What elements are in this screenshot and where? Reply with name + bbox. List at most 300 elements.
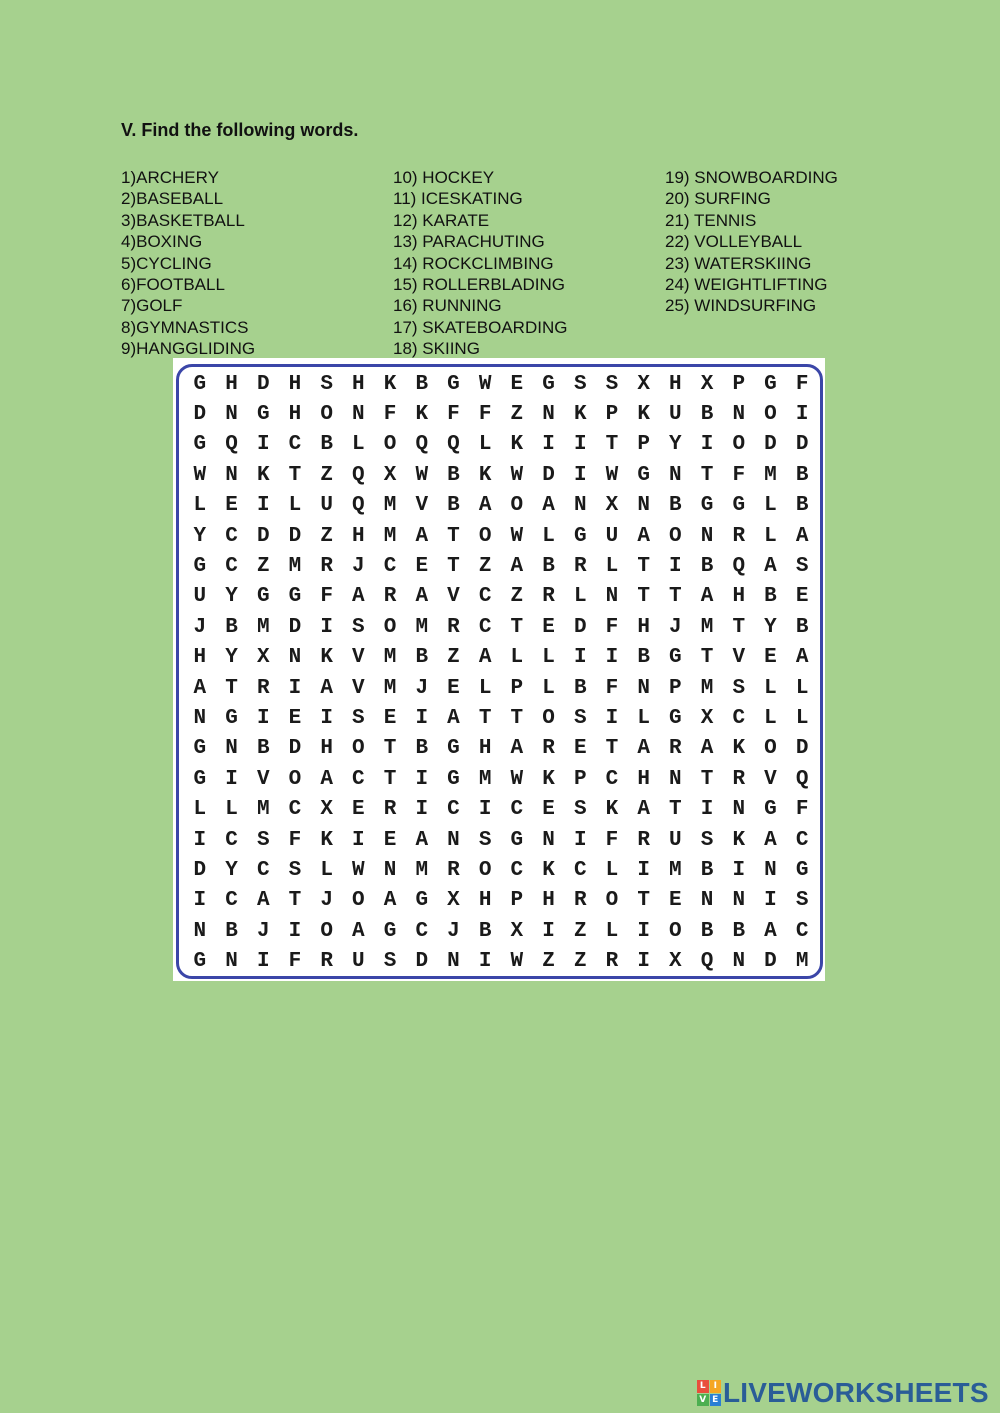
grid-letter[interactable]: G [193,767,207,791]
grid-letter[interactable]: I [542,433,555,457]
grid-letter[interactable]: T [605,737,619,761]
grid-letter[interactable]: O [478,859,492,883]
grid-letter[interactable]: B [764,585,777,609]
grid-letter[interactable]: N [193,707,207,731]
grid-letter[interactable]: G [193,737,207,761]
grid-letter[interactable]: O [669,524,682,548]
grid-letter[interactable]: S [700,828,714,852]
grid-letter[interactable]: Q [700,950,714,974]
grid-letter[interactable]: I [542,919,555,943]
grid-letter[interactable]: G [573,524,587,548]
grid-letter[interactable]: Z [478,555,492,579]
grid-letter[interactable]: R [542,585,555,609]
grid-letter[interactable]: D [795,737,809,761]
grid-letter[interactable]: D [542,463,555,487]
grid-letter[interactable]: A [193,676,207,700]
grid-letter[interactable]: Z [320,524,333,548]
grid-letter[interactable]: L [605,919,619,943]
grid-letter[interactable]: A [256,889,270,913]
grid-letter[interactable]: K [605,798,619,822]
grid-letter[interactable]: T [510,707,524,731]
grid-letter[interactable]: G [193,950,207,974]
grid-letter[interactable]: I [573,828,587,852]
grid-letter[interactable]: R [637,828,650,852]
grid-letter[interactable]: I [669,555,682,579]
grid-letter[interactable]: N [225,737,238,761]
grid-letter[interactable]: G [447,767,460,791]
grid-letter[interactable]: O [605,889,619,913]
grid-letter[interactable]: A [383,889,397,913]
grid-letter[interactable]: B [225,615,238,639]
grid-letter[interactable]: S [732,676,746,700]
grid-letter[interactable]: D [764,433,777,457]
grid-letter[interactable]: A [478,494,492,518]
grid-letter[interactable]: L [542,646,555,670]
grid-letter[interactable]: Q [795,767,809,791]
grid-letter[interactable]: H [669,372,682,396]
grid-letter[interactable]: G [669,646,682,670]
grid-letter[interactable]: S [605,372,619,396]
grid-letter[interactable]: Z [573,950,587,974]
grid-letter[interactable]: L [764,707,777,731]
grid-letter[interactable]: D [795,433,809,457]
grid-letter[interactable]: C [605,767,619,791]
grid-letter[interactable]: M [256,798,270,822]
grid-letter[interactable]: V [352,646,365,670]
grid-letter[interactable]: I [637,859,650,883]
grid-letter[interactable]: F [605,828,619,852]
grid-letter[interactable]: B [415,737,429,761]
grid-letter[interactable]: V [764,767,777,791]
grid-letter[interactable]: B [415,646,429,670]
grid-letter[interactable]: Y [193,524,207,548]
grid-letter[interactable]: L [510,646,524,670]
grid-letter[interactable]: B [447,463,460,487]
grid-letter[interactable]: C [510,798,524,822]
grid-letter[interactable]: B [700,555,714,579]
grid-letter[interactable]: M [795,950,809,974]
grid-letter[interactable]: W [510,767,524,791]
grid-letter[interactable]: L [288,494,302,518]
grid-letter[interactable]: G [256,585,270,609]
grid-letter[interactable]: W [605,463,619,487]
grid-letter[interactable]: C [288,433,302,457]
grid-letter[interactable]: N [225,463,238,487]
grid-letter[interactable]: A [700,737,714,761]
grid-letter[interactable]: O [764,403,777,427]
grid-letter[interactable]: G [637,463,650,487]
grid-letter[interactable]: N [764,859,777,883]
grid-letter[interactable]: X [510,919,524,943]
grid-letter[interactable]: J [415,676,429,700]
grid-letter[interactable]: F [605,615,619,639]
grid-letter[interactable]: I [573,463,587,487]
grid-letter[interactable]: G [700,494,714,518]
grid-letter[interactable]: A [637,798,650,822]
grid-letter[interactable]: R [383,798,397,822]
grid-letter[interactable]: K [383,372,397,396]
grid-letter[interactable]: W [352,859,365,883]
grid-letter[interactable]: P [605,403,619,427]
grid-letter[interactable]: K [320,828,333,852]
grid-letter[interactable]: G [193,555,207,579]
grid-letter[interactable]: N [637,676,650,700]
grid-letter[interactable]: A [795,524,809,548]
grid-letter[interactable]: D [288,737,302,761]
grid-letter[interactable]: T [637,585,650,609]
grid-letter[interactable]: G [193,433,207,457]
grid-letter[interactable]: K [732,828,746,852]
grid-letter[interactable]: R [320,950,333,974]
grid-letter[interactable]: R [732,767,746,791]
grid-letter[interactable]: N [669,463,682,487]
grid-letter[interactable]: L [573,585,587,609]
grid-letter[interactable]: H [732,585,746,609]
grid-letter[interactable]: U [320,494,333,518]
grid-letter[interactable]: S [795,889,809,913]
grid-letter[interactable]: V [447,585,460,609]
grid-letter[interactable]: L [764,524,777,548]
grid-letter[interactable]: C [478,615,492,639]
grid-letter[interactable]: P [669,676,682,700]
grid-letter[interactable]: T [288,463,302,487]
grid-letter[interactable]: G [383,919,397,943]
grid-letter[interactable]: G [795,859,809,883]
grid-letter[interactable]: O [764,737,777,761]
grid-letter[interactable]: I [256,707,270,731]
grid-letter[interactable]: D [573,615,587,639]
grid-letter[interactable]: L [193,494,207,518]
grid-letter[interactable]: R [447,615,460,639]
grid-letter[interactable]: Q [415,433,429,457]
grid-letter[interactable]: K [320,646,333,670]
grid-letter[interactable]: K [732,737,746,761]
grid-letter[interactable]: N [732,403,746,427]
grid-letter[interactable]: N [732,798,746,822]
grid-letter[interactable]: C [415,919,429,943]
grid-letter[interactable]: Z [256,555,270,579]
grid-letter[interactable]: I [637,950,650,974]
grid-letter[interactable]: U [605,524,619,548]
grid-letter[interactable]: A [510,555,524,579]
grid-letter[interactable]: B [732,919,746,943]
grid-letter[interactable]: R [573,889,587,913]
grid-letter[interactable]: B [700,919,714,943]
grid-letter[interactable]: P [573,767,587,791]
grid-letter[interactable]: A [764,919,777,943]
grid-letter[interactable]: C [383,555,397,579]
grid-letter[interactable]: B [320,433,333,457]
grid-letter[interactable]: T [447,555,460,579]
grid-letter[interactable]: Y [669,433,682,457]
grid-letter[interactable]: C [795,919,809,943]
grid-letter[interactable]: V [732,646,746,670]
grid-letter[interactable]: U [669,403,682,427]
grid-letter[interactable]: Y [764,615,777,639]
grid-letter[interactable]: X [256,646,270,670]
grid-letter[interactable]: K [573,403,587,427]
grid-letter[interactable]: T [510,615,524,639]
grid-letter[interactable]: I [700,433,714,457]
grid-letter[interactable]: B [447,494,460,518]
grid-letter[interactable]: G [764,372,777,396]
grid-letter[interactable]: Q [447,433,460,457]
grid-letter[interactable]: S [478,828,492,852]
grid-letter[interactable]: X [320,798,333,822]
grid-letter[interactable]: A [415,828,429,852]
grid-letter[interactable]: I [637,919,650,943]
grid-letter[interactable]: S [383,950,397,974]
grid-letter[interactable]: M [383,494,397,518]
grid-letter[interactable]: J [447,919,460,943]
grid-letter[interactable]: M [288,555,302,579]
grid-letter[interactable]: A [415,524,429,548]
grid-letter[interactable]: J [669,615,682,639]
grid-letter[interactable]: Z [542,950,555,974]
grid-letter[interactable]: R [383,585,397,609]
grid-letter[interactable]: U [193,585,207,609]
grid-letter[interactable]: B [256,737,270,761]
grid-letter[interactable]: A [542,494,555,518]
grid-letter[interactable]: I [605,646,619,670]
grid-letter[interactable]: O [352,737,365,761]
grid-letter[interactable]: Y [225,859,238,883]
grid-letter[interactable]: M [383,646,397,670]
grid-letter[interactable]: G [542,372,555,396]
grid-letter[interactable]: Z [510,585,524,609]
grid-letter[interactable]: G [764,798,777,822]
grid-letter[interactable]: C [256,859,270,883]
grid-letter[interactable]: I [193,889,207,913]
grid-letter[interactable]: I [764,889,777,913]
grid-letter[interactable]: E [415,555,429,579]
grid-letter[interactable]: N [288,646,302,670]
grid-letter[interactable]: I [288,676,302,700]
grid-letter[interactable]: M [415,615,429,639]
grid-letter[interactable]: D [288,615,302,639]
grid-letter[interactable]: O [510,494,524,518]
grid-letter[interactable]: F [383,403,397,427]
grid-letter[interactable]: C [447,798,460,822]
grid-letter[interactable]: I [573,646,587,670]
grid-letter[interactable]: S [352,615,365,639]
grid-letter[interactable]: C [288,798,302,822]
grid-letter[interactable]: G [288,585,302,609]
grid-letter[interactable]: E [383,707,397,731]
grid-letter[interactable]: W [478,372,492,396]
grid-letter[interactable]: X [605,494,619,518]
grid-letter[interactable]: L [478,676,492,700]
grid-letter[interactable]: X [637,372,650,396]
grid-letter[interactable]: B [415,372,429,396]
grid-letter[interactable]: L [637,707,650,731]
grid-letter[interactable]: L [764,676,777,700]
grid-letter[interactable]: C [510,859,524,883]
grid-letter[interactable]: N [605,585,619,609]
grid-letter[interactable]: Q [352,463,365,487]
grid-letter[interactable]: D [193,859,207,883]
grid-letter[interactable]: A [447,707,460,731]
grid-letter[interactable]: U [669,828,682,852]
grid-letter[interactable]: T [669,798,682,822]
grid-letter[interactable]: L [764,494,777,518]
grid-letter[interactable]: N [700,524,714,548]
grid-letter[interactable]: N [225,950,238,974]
grid-letter[interactable]: S [573,707,587,731]
grid-letter[interactable]: O [320,919,333,943]
grid-letter[interactable]: H [352,524,365,548]
grid-letter[interactable]: M [700,676,714,700]
grid-letter[interactable]: N [225,403,238,427]
grid-letter[interactable]: N [732,889,746,913]
grid-letter[interactable]: T [669,585,682,609]
grid-letter[interactable]: H [225,372,238,396]
grid-letter[interactable]: R [669,737,682,761]
grid-letter[interactable]: T [288,889,302,913]
grid-letter[interactable]: A [700,585,714,609]
grid-letter[interactable]: B [669,494,682,518]
grid-letter[interactable]: A [637,524,650,548]
grid-letter[interactable]: E [669,889,682,913]
grid-letter[interactable]: T [383,767,397,791]
grid-letter[interactable]: F [288,950,302,974]
grid-letter[interactable]: L [225,798,238,822]
grid-letter[interactable]: T [383,737,397,761]
grid-letter[interactable]: I [732,859,746,883]
grid-letter[interactable]: E [764,646,777,670]
grid-letter[interactable]: H [288,403,302,427]
grid-letter[interactable]: X [700,707,714,731]
grid-letter[interactable]: H [352,372,365,396]
grid-letter[interactable]: K [510,433,524,457]
grid-letter[interactable]: N [637,494,650,518]
grid-letter[interactable]: E [510,372,524,396]
grid-letter[interactable]: G [415,889,429,913]
grid-letter[interactable]: S [573,372,587,396]
grid-letter[interactable]: L [352,433,365,457]
grid-letter[interactable]: L [193,798,207,822]
grid-letter[interactable]: V [415,494,429,518]
grid-letter[interactable]: N [383,859,397,883]
grid-letter[interactable]: J [193,615,207,639]
grid-letter[interactable]: L [795,676,809,700]
grid-letter[interactable]: Z [510,403,524,427]
grid-letter[interactable]: T [700,646,714,670]
grid-letter[interactable]: R [447,859,460,883]
grid-letter[interactable]: T [732,615,746,639]
grid-letter[interactable]: Z [320,463,333,487]
grid-letter[interactable]: O [542,707,555,731]
grid-letter[interactable]: I [700,798,714,822]
grid-letter[interactable]: D [256,524,270,548]
grid-letter[interactable]: I [352,828,365,852]
grid-letter[interactable]: G [732,494,746,518]
grid-letter[interactable]: P [637,433,650,457]
grid-letter[interactable]: G [669,707,682,731]
grid-letter[interactable]: A [764,828,777,852]
grid-letter[interactable]: H [478,737,492,761]
grid-letter[interactable]: X [669,950,682,974]
grid-letter[interactable]: H [478,889,492,913]
grid-letter[interactable]: I [415,767,429,791]
grid-letter[interactable]: S [352,707,365,731]
grid-letter[interactable]: W [193,463,207,487]
grid-letter[interactable]: J [256,919,270,943]
grid-letter[interactable]: O [732,433,746,457]
grid-letter[interactable]: C [225,555,238,579]
grid-letter[interactable]: R [320,555,333,579]
grid-letter[interactable]: A [637,737,650,761]
grid-letter[interactable]: F [288,828,302,852]
grid-letter[interactable]: O [320,403,333,427]
grid-letter[interactable]: L [320,859,333,883]
liveworksheets-logo[interactable] [697,1377,989,1409]
grid-letter[interactable]: O [669,919,682,943]
grid-letter[interactable]: I [288,919,302,943]
grid-letter[interactable]: M [415,859,429,883]
grid-letter[interactable]: B [700,403,714,427]
grid-letter[interactable]: L [542,676,555,700]
grid-letter[interactable]: A [764,555,777,579]
grid-letter[interactable]: L [795,707,809,731]
grid-letter[interactable]: M [383,676,397,700]
grid-letter[interactable]: X [447,889,460,913]
grid-letter[interactable]: C [795,828,809,852]
grid-letter[interactable]: J [352,555,365,579]
grid-letter[interactable]: I [320,707,333,731]
grid-letter[interactable]: E [288,707,302,731]
grid-letter[interactable]: H [288,372,302,396]
grid-letter[interactable]: Q [352,494,365,518]
grid-letter[interactable]: Q [225,433,238,457]
grid-letter[interactable]: I [415,707,429,731]
grid-letter[interactable]: R [605,950,619,974]
grid-letter[interactable]: Z [447,646,460,670]
grid-letter[interactable]: R [542,737,555,761]
grid-letter[interactable]: A [510,737,524,761]
grid-letter[interactable]: I [225,767,238,791]
grid-letter[interactable]: S [320,372,333,396]
grid-letter[interactable]: L [605,859,619,883]
grid-letter[interactable]: F [795,372,809,396]
grid-letter[interactable]: F [605,676,619,700]
grid-letter[interactable]: M [700,615,714,639]
grid-letter[interactable]: S [288,859,302,883]
grid-letter[interactable]: F [478,403,492,427]
grid-letter[interactable]: M [764,463,777,487]
grid-letter[interactable]: H [637,767,650,791]
grid-letter[interactable]: O [478,524,492,548]
grid-letter[interactable]: F [447,403,460,427]
grid-letter[interactable]: D [288,524,302,548]
grid-letter[interactable]: N [732,950,746,974]
grid-letter[interactable]: W [510,524,524,548]
grid-letter[interactable]: Q [732,555,746,579]
grid-letter[interactable]: S [256,828,270,852]
grid-letter[interactable]: K [542,767,555,791]
grid-letter[interactable]: C [478,585,492,609]
grid-letter[interactable]: N [542,403,555,427]
grid-letter[interactable]: D [415,950,429,974]
grid-letter[interactable]: W [415,463,429,487]
grid-letter[interactable]: B [542,555,555,579]
grid-letter[interactable]: B [573,676,587,700]
grid-letter[interactable]: T [605,433,619,457]
grid-letter[interactable]: S [573,798,587,822]
grid-letter[interactable]: O [288,767,302,791]
grid-letter[interactable]: A [320,767,333,791]
grid-letter[interactable]: T [637,889,650,913]
